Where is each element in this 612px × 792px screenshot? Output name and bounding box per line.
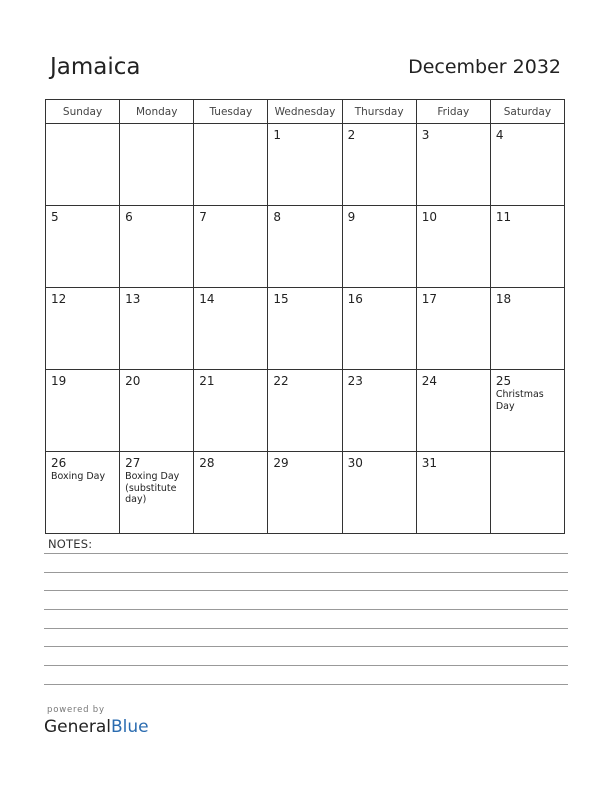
day-cell	[46, 370, 120, 452]
note-line	[44, 665, 568, 666]
note-line	[44, 684, 568, 685]
day-cell	[342, 452, 416, 534]
note-line	[44, 553, 568, 554]
day-number: 1	[273, 128, 282, 142]
day-cell	[268, 124, 342, 206]
day-cell	[268, 370, 342, 452]
holiday-label: Boxing Day	[51, 471, 106, 482]
weekday-header-row	[46, 100, 565, 124]
day-cell	[342, 288, 416, 370]
day-cell	[416, 124, 490, 206]
day-number: 4	[495, 128, 504, 142]
day-cell	[46, 452, 120, 534]
day-number: 31	[421, 456, 437, 470]
day-cell	[268, 288, 342, 370]
day-cell	[416, 370, 490, 452]
day-cell	[194, 452, 268, 534]
day-cell	[120, 288, 194, 370]
day-cell	[490, 370, 564, 452]
day-number: 12	[51, 292, 67, 306]
note-line	[44, 609, 568, 610]
holiday-label: Boxing Day (substitute day)	[125, 471, 180, 505]
generalblue-logo	[44, 717, 149, 737]
day-number: 17	[421, 292, 437, 306]
day-number: 24	[421, 374, 437, 388]
day-number: 9	[347, 210, 356, 224]
day-cell	[268, 206, 342, 288]
note-line	[44, 646, 568, 647]
day-cell	[120, 452, 194, 534]
day-number: 8	[273, 210, 282, 224]
day-cell	[342, 206, 416, 288]
day-cell	[342, 370, 416, 452]
calendar-grid	[45, 99, 565, 534]
day-number: 20	[125, 374, 141, 388]
day-number: 22	[273, 374, 289, 388]
day-number: 18	[495, 292, 512, 306]
note-line	[44, 572, 568, 573]
day-number: 23	[347, 374, 363, 388]
day-cell	[194, 124, 268, 206]
day-number: 28	[199, 456, 215, 470]
brand-general: General	[44, 717, 111, 737]
day-number: 10	[421, 210, 437, 224]
day-number: 30	[347, 456, 363, 470]
day-number: 5	[51, 210, 59, 224]
weekday-saturday: Saturday	[490, 100, 564, 124]
day-number: 7	[199, 210, 207, 224]
day-number: 6	[125, 210, 133, 224]
country-title: Jamaica	[50, 54, 141, 80]
powered-by-text: powered by	[47, 705, 105, 715]
day-cell	[194, 206, 268, 288]
day-number: 19	[51, 374, 67, 388]
week-row	[46, 370, 565, 452]
day-cell	[490, 452, 564, 534]
weekday-sunday: Sunday	[46, 100, 120, 124]
day-cell	[120, 370, 194, 452]
day-cell	[120, 124, 194, 206]
week-row	[46, 452, 565, 534]
month-year-title: December 2032	[408, 56, 561, 78]
week-row	[46, 206, 565, 288]
day-number: 13	[125, 292, 141, 306]
day-number: 21	[199, 374, 215, 388]
weekday-tuesday: Tuesday	[194, 100, 268, 124]
weekday-monday: Monday	[120, 100, 194, 124]
day-cell	[416, 452, 490, 534]
day-number: 14	[199, 292, 215, 306]
day-cell	[342, 124, 416, 206]
brand-blue: Blue	[111, 717, 149, 737]
day-cell	[416, 206, 490, 288]
day-cell	[46, 124, 120, 206]
day-cell	[490, 206, 564, 288]
day-cell	[120, 206, 194, 288]
note-line	[44, 628, 568, 629]
notes-label: NOTES:	[48, 537, 93, 551]
day-number: 3	[421, 128, 430, 142]
day-number: 11	[495, 210, 512, 224]
day-cell	[194, 288, 268, 370]
day-cell	[268, 452, 342, 534]
day-number: 16	[347, 292, 363, 306]
day-cell	[490, 288, 564, 370]
week-row	[46, 288, 565, 370]
day-number: 29	[273, 456, 289, 470]
day-cell	[46, 288, 120, 370]
day-number: 25	[495, 374, 512, 388]
holiday-label: Christmas Day	[495, 389, 544, 412]
day-cell	[490, 124, 564, 206]
day-number: 2	[347, 128, 356, 142]
weekday-wednesday: Wednesday	[268, 100, 342, 124]
day-number: 15	[273, 292, 289, 306]
weekday-friday: Friday	[416, 100, 490, 124]
weekday-thursday: Thursday	[342, 100, 416, 124]
day-cell	[46, 206, 120, 288]
day-number: 26	[51, 456, 67, 470]
day-cell	[416, 288, 490, 370]
calendar-body	[46, 124, 565, 534]
note-line	[44, 590, 568, 591]
week-row	[46, 124, 565, 206]
day-cell	[194, 370, 268, 452]
day-number: 27	[125, 456, 141, 470]
